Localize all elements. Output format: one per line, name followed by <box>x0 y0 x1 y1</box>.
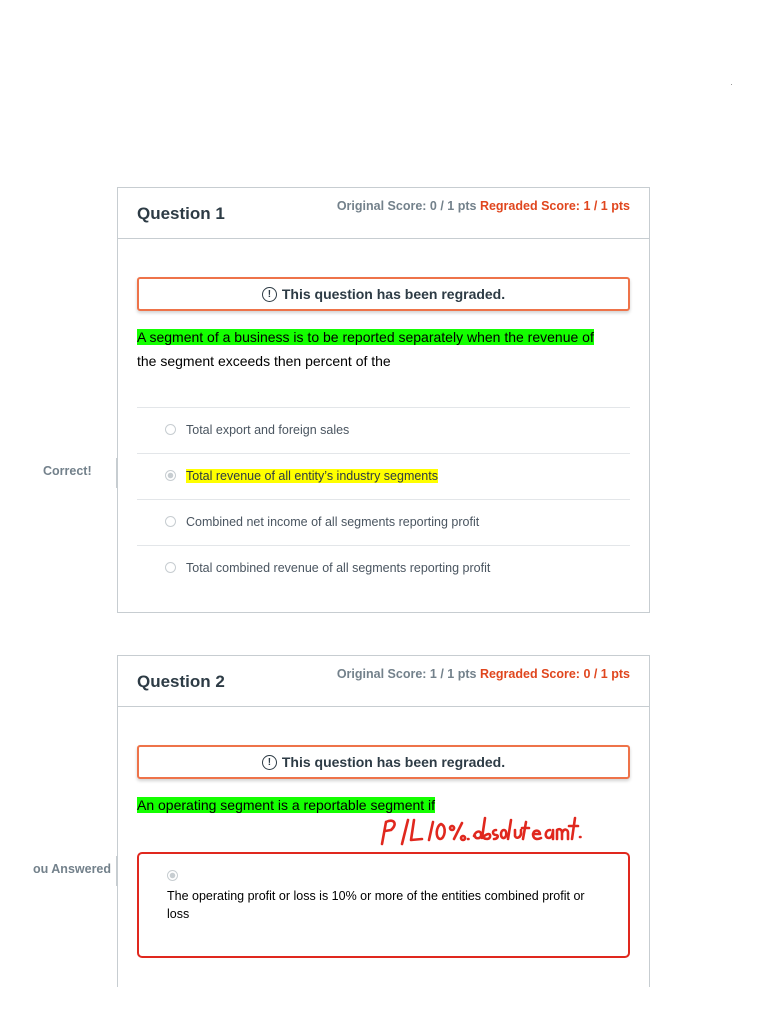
original-score: Original Score: 0 / 1 pts <box>336 199 477 213</box>
radio-button-selected[interactable] <box>165 470 176 481</box>
answer-label: Total combined revenue of all segments reporting profit <box>186 561 491 575</box>
info-circle-icon: ! <box>262 287 277 302</box>
correct-label: Correct! <box>43 464 92 478</box>
stray-dot <box>731 84 732 85</box>
your-answer-box[interactable] <box>137 852 630 958</box>
original-score: Original Score: 1 / 1 pts <box>336 667 477 681</box>
answer-option[interactable] <box>137 499 630 545</box>
info-circle-icon: ! <box>262 755 277 770</box>
question-text-highlighted: A segment of a business is to be reported separately when the revenue of <box>137 329 594 345</box>
answer-list <box>137 407 630 591</box>
regraded-banner-text: This question has been regraded. <box>281 286 506 302</box>
radio-button-selected[interactable] <box>167 870 178 881</box>
answer-label: Total revenue of all entity’s industry segments <box>186 469 438 483</box>
handwritten-note <box>378 808 583 848</box>
answer-option[interactable] <box>137 545 630 591</box>
regraded-score: Regraded Score: 1 / 1 pts <box>479 199 630 213</box>
score-line <box>337 199 630 213</box>
question-text-highlighted: An operating segment is a reportable segment if <box>137 797 436 813</box>
regraded-score: Regraded Score: 0 / 1 pts <box>479 667 630 681</box>
you-answered-label: ou Answered <box>33 862 112 876</box>
regraded-banner-text: This question has been regraded. <box>281 754 506 770</box>
radio-button[interactable] <box>165 424 176 435</box>
question-title: Question 2 <box>137 672 225 691</box>
question-text <box>137 325 632 373</box>
score-line <box>337 667 630 681</box>
answer-option[interactable] <box>137 407 630 453</box>
answer-label: Combined net income of all segments reporting profit <box>186 515 480 529</box>
radio-button[interactable] <box>165 562 176 573</box>
question-text-rest: the segment exceeds then percent of the <box>137 353 391 369</box>
your-answer-text: The operating profit or loss is 10% or more of the entities combined profit or loss <box>167 889 585 921</box>
question-1-card <box>117 187 650 613</box>
correct-indicator-line <box>116 458 117 488</box>
answered-indicator-line <box>116 856 117 886</box>
question-title: Question 1 <box>137 204 225 223</box>
regraded-banner <box>137 745 630 779</box>
question-header <box>118 188 649 239</box>
radio-button[interactable] <box>165 516 176 527</box>
answer-label: Total export and foreign sales <box>186 423 350 437</box>
question-header <box>118 656 649 707</box>
regraded-banner <box>137 277 630 311</box>
answer-option-selected[interactable] <box>137 453 630 499</box>
